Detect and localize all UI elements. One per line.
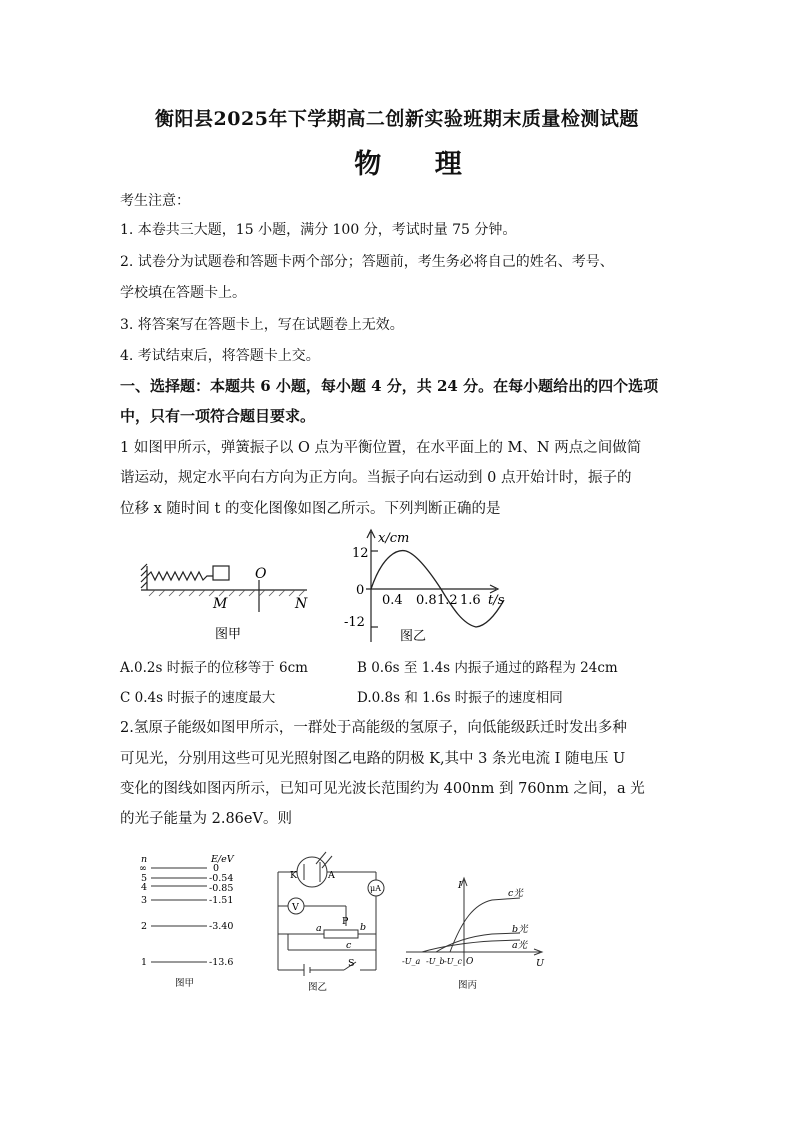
notice-item: 4. 考试结束后，将答题卡上交。: [120, 348, 320, 364]
curve-label: c光: [508, 888, 523, 899]
label-b: b: [360, 922, 367, 933]
q1-option-c: C 0.4s 时振子的速度最大: [120, 690, 276, 706]
energy-label: E/eV: [211, 854, 234, 865]
curve-label: b光: [512, 924, 528, 935]
x-axis-label: U: [536, 958, 545, 969]
notice-item: 1. 本卷共三大题，15 小题，满分 100 分，考试时量 75 分钟。: [120, 222, 517, 238]
y-axis-label: x/cm: [378, 531, 410, 546]
y-tick: 0: [356, 583, 365, 598]
fig-caption: 图甲: [175, 978, 195, 989]
level-n: 5: [141, 873, 148, 884]
level-e: -1.51: [209, 895, 234, 906]
q1-option-d: D.0.8s 和 1.6s 时振子的速度相同: [357, 690, 563, 706]
q2-figure-iu-curves: [402, 870, 552, 992]
microammeter-label: μA: [370, 884, 381, 893]
fig-caption: 图乙: [308, 982, 328, 992]
axis-mark: -U_c: [444, 957, 462, 966]
notice-heading: 考生注意：: [120, 193, 190, 209]
subject-title: 物 理: [354, 149, 484, 180]
fig-caption: 图乙: [400, 629, 427, 644]
axis-mark: -U_a: [402, 957, 421, 966]
y-tick: 12: [352, 546, 369, 561]
q1-text: 位移 x 随时间 t 的变化图像如图乙所示。下列判断正确的是: [120, 501, 501, 517]
q1-text: 1 如图甲所示，弹簧振子以 O 点为平衡位置，在水平面上的 M、N 两点之间做简: [120, 440, 642, 456]
axis-mark: -U_b: [426, 957, 445, 966]
level-e: -0.54: [209, 873, 234, 884]
label-a: a: [316, 923, 322, 934]
q1-option-a: A.0.2s 时振子的位移等于 6cm: [120, 660, 308, 676]
level-e: -3.40: [209, 921, 234, 932]
level-e: -0.85: [209, 883, 234, 894]
x-axis-label: t/s: [488, 593, 505, 608]
label-P: P: [342, 916, 349, 927]
label-A: A: [328, 870, 335, 881]
label-O: O: [255, 566, 267, 582]
q2-text: 的光子能量为 2.86eV。则: [120, 811, 292, 827]
notice-item: 学校填在答题卡上。: [120, 285, 246, 301]
fig-caption: 图甲: [215, 627, 242, 642]
q2-figure-circuit: [268, 838, 398, 992]
q2-text: 变化的图线如图丙所示，已知可见光波长范围约为 400nm 到 760nm 之间，a 光: [120, 781, 645, 797]
notice-item: 2. 试卷分为试题卷和答题卡两个部分；答题前，考生务必将自己的姓名、考号、: [120, 254, 614, 270]
curve-label: a光: [512, 940, 528, 951]
q2-figure-energy-levels: [135, 852, 265, 992]
q1-figure-xt-graph: [338, 524, 518, 646]
label-K: K: [290, 870, 298, 881]
section-heading-cont: 中，只有一项符合题目要求。: [120, 407, 316, 425]
x-tick: 0.4: [382, 593, 403, 608]
origin-label: O: [466, 957, 474, 967]
section-heading: 一、选择题：本题共 6 小题，每小题 4 分，共 24 分。在每小题给出的四个选项: [120, 377, 659, 395]
label-c: c: [346, 940, 352, 951]
q1-text: 谐运动，规定水平向右方向为正方向。当振子向右运动到 0 点开始计时，振子的: [120, 470, 632, 486]
level-e: -13.6: [209, 957, 234, 968]
y-axis-label: I: [458, 880, 462, 891]
exam-title: 衡阳县2025年下学期高二创新实验班期末质量检测试题: [155, 108, 639, 130]
q2-text: 可见光，分别用这些可见光照射图乙电路的阴极 K,其中 3 条光电流 I 随电压 U: [120, 751, 626, 767]
y-tick: -12: [344, 615, 365, 630]
level-n: 4: [141, 882, 148, 893]
level-e: 0: [213, 863, 220, 874]
n-label: n: [141, 854, 148, 865]
level-n: 3: [141, 895, 148, 906]
q1-figure-spring-oscillator: [135, 558, 315, 644]
voltmeter-label: V: [292, 902, 299, 913]
x-tick: 1.2: [437, 593, 458, 608]
level-n: ∞: [139, 863, 147, 874]
q2-text: 2.氢原子能级如图甲所示，一群处于高能级的氢原子，向低能级跃迁时发出多种: [120, 720, 627, 736]
x-tick: 1.6: [460, 593, 481, 608]
q1-option-b: B 0.6s 至 1.4s 内振子通过的路程为 24cm: [357, 660, 618, 676]
level-n: 1: [141, 957, 148, 968]
label-N: N: [295, 596, 308, 612]
label-M: M: [213, 596, 228, 612]
label-S: S: [348, 958, 355, 969]
notice-item: 3. 将答案写在答题卡上，写在试题卷上无效。: [120, 317, 404, 333]
x-tick: 0.8: [416, 593, 437, 608]
fig-caption: 图丙: [458, 980, 478, 991]
level-n: 2: [141, 921, 148, 932]
